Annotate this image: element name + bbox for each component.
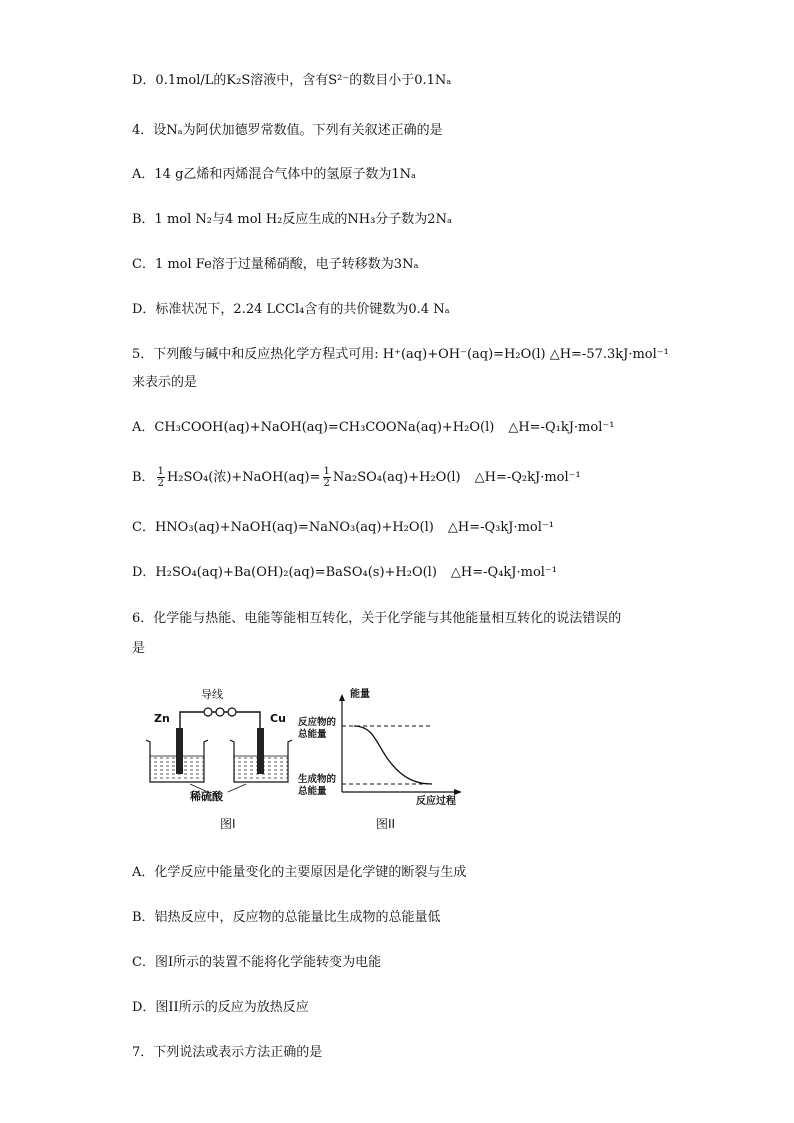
question-6-option-a: A．化学反应中能量变化的主要原因是化学键的断裂与生成 <box>132 865 467 880</box>
wire-label: 导线 <box>201 688 223 701</box>
question-5-option-b <box>132 466 581 489</box>
question-6-option-c: C．图I所示的装置不能将化学能转变为电能 <box>132 955 382 970</box>
cu-label: Cu <box>270 712 286 725</box>
q5c-delta-h: △H=-Q₃kJ·mol⁻¹ <box>447 520 554 535</box>
reactant-energy-label-1: 反应物的 <box>298 717 337 728</box>
reactant-energy-label-2: 总能量 <box>298 729 327 740</box>
question-4-option-a: A．14 g乙烯和丙烯混合气体中的氢原子数为1Nₐ <box>132 167 417 182</box>
acid-label: 稀硫酸 <box>190 790 223 803</box>
fraction-half: $\frac{1}{2}$ <box>157 466 164 489</box>
product-energy-label-2: 总能量 <box>298 786 327 797</box>
process-axis-label: 反应过程 <box>416 796 456 807</box>
question-7: 7．下列说法或表示方法正确的是 <box>132 1045 323 1060</box>
option-1d: D．0.1mol/L的K₂S溶液中，含有S²⁻的数目小于0.1Nₐ <box>132 73 452 88</box>
q5b-label: B． <box>132 470 155 485</box>
question-4-option-d: D．标准状况下，2.24 LCCl₄含有的共价键数为0.4 Nₐ <box>132 302 450 317</box>
question-5-line-2: 来表示的是 <box>132 375 198 390</box>
q5b-equation-part2: Na₂SO₄(aq)+H₂O(l) <box>332 470 461 485</box>
question-6-option-b: B．铝热反应中，反应物的总能量比生成物的总能量低 <box>132 910 441 925</box>
q5a-equation: A．CH₃COOH(aq)+NaOH(aq)=CH₃COONa(aq)+H₂O(l) <box>132 420 495 435</box>
product-energy-label-1: 生成物的 <box>298 774 337 785</box>
zn-label: Zn <box>154 712 170 725</box>
q5a-delta-h: △H=-Q₁kJ·mol⁻¹ <box>508 420 615 435</box>
question-5-option-d <box>132 563 557 583</box>
question-4-option-c: C．1 mol Fe溶于过量稀硝酸，电子转移数为3Nₐ <box>132 257 419 272</box>
question-5-option-c <box>132 518 554 538</box>
figure-2-caption: 图II <box>376 817 396 831</box>
energy-axis-label: 能量 <box>350 689 370 700</box>
q5c-equation: C．HNO₃(aq)+NaOH(aq)=NaNO₃(aq)+H₂O(l) <box>132 520 434 535</box>
energy-diagram <box>339 694 462 795</box>
question-4-option-b: B．1 mol N₂与4 mol H₂反应生成的NH₃分子数为2Nₐ <box>132 212 452 227</box>
q5b-equation-part1: H₂SO₄(浓)+NaOH(aq)= <box>166 470 321 485</box>
question-6-option-d: D．图II所示的反应为放热反应 <box>132 1000 309 1015</box>
question-5-line-1: 5．下列酸与碱中和反应热化学方程式可用: H⁺(aq)+OH⁻(aq)=H₂O(l) △H=-57.3kJ·mol⁻¹ <box>132 347 669 362</box>
q5b-delta-h: △H=-Q₂kJ·mol⁻¹ <box>474 470 581 485</box>
question-6-figure <box>142 684 472 834</box>
question-5-option-a <box>132 418 614 438</box>
figure-1-caption: 图I <box>220 817 236 831</box>
fraction-half: $\frac{1}{2}$ <box>323 466 330 489</box>
question-6-line-1: 6．化学能与热能、电能等能相互转化，关于化学能与其他能量相互转化的说法错误的 <box>132 611 622 626</box>
question-4: 4．设Nₐ为阿伏加德罗常数值。下列有关叙述正确的是 <box>132 123 443 138</box>
question-6-line-2: 是 <box>132 641 146 656</box>
beaker-1 <box>146 728 208 782</box>
beaker-2 <box>230 728 292 782</box>
q5d-equation: D．H₂SO₄(aq)+Ba(OH)₂(aq)=BaSO₄(s)+H₂O(l) <box>132 565 437 580</box>
q5d-delta-h: △H=-Q₄kJ·mol⁻¹ <box>450 565 558 580</box>
